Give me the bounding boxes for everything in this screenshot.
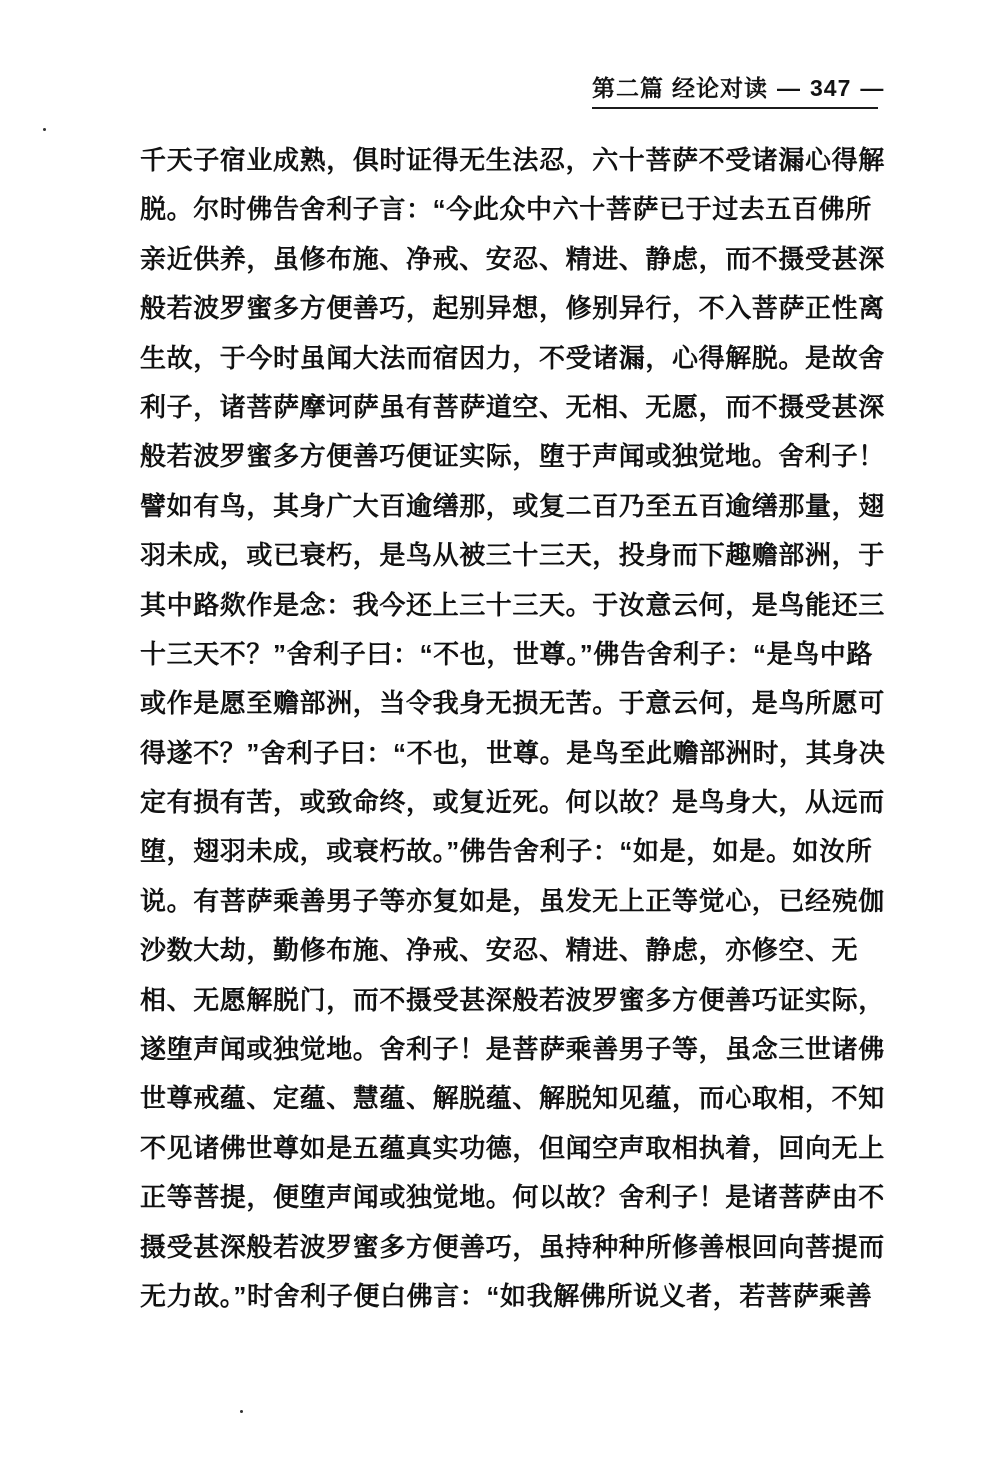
text-line: 其中路欻作是念：我今还上三十三天。于汝意云何，是鸟能还三: [140, 589, 885, 620]
header-chapter-title: 经论对读: [672, 75, 768, 101]
header-dash-left: —: [777, 75, 801, 101]
text-line: 相、无愿解脱门，而不摄受甚深般若波罗蜜多方便善巧证实际，: [140, 984, 885, 1015]
scan-speck: [240, 1410, 243, 1413]
text-line: 摄受甚深般若波罗蜜多方便善巧，虽持种种所修善根回向菩提而: [140, 1231, 885, 1262]
text-line: 利子，诸菩萨摩诃萨虽有菩萨道空、无相、无愿，而不摄受甚深: [140, 391, 885, 422]
scan-speck: [43, 128, 46, 131]
body-text-block: [140, 136, 888, 1321]
text-line: 世尊戒蕴、定蕴、慧蕴、解脱蕴、解脱知见蕴，而心取相，不知: [140, 1083, 885, 1114]
text-line: 堕，翅羽未成，或衰朽故。”佛告舍利子：“如是，如是。如汝所: [140, 836, 873, 867]
text-line: 遂堕声闻或独觉地。舍利子！是菩萨乘善男子等，虽念三世诸佛: [140, 1034, 885, 1065]
page-number: 347: [810, 75, 852, 101]
text-line: 生故，于今时虽闻大法而宿因力，不受诸漏，心得解脱。是故舍: [140, 342, 885, 373]
text-line: 说。有菩萨乘善男子等亦复如是，虽发无上正等觉心，已经殑伽: [140, 885, 885, 916]
text-line: 正等菩提，便堕声闻或独觉地。何以故？舍利子！是诸菩萨由不: [140, 1182, 885, 1213]
header-dash-right: —: [860, 75, 885, 101]
text-line: 般若波罗蜜多方便善巧，起别异想，修别异行，不入菩萨正性离: [140, 293, 885, 324]
text-line: 脱。尔时佛告舍利子言：“今此众中六十菩萨已于过去五百佛所: [140, 194, 872, 225]
text-line: 譬如有鸟，其身广大百逾缮那，或复二百乃至五百逾缮那量，翅: [140, 490, 885, 521]
header-section-label: 第二篇: [592, 75, 664, 101]
text-line: 千天子宿业成熟，俱时证得无生法忍，六十菩萨不受诸漏心得解: [140, 145, 885, 175]
running-header: [592, 74, 885, 109]
text-line: 不见诸佛世尊如是五蕴真实功德，但闻空声取相执着，回向无上: [140, 1132, 885, 1163]
text-line: 无力故。”时舍利子便白佛言：“如我解佛所说义者，若菩萨乘善: [140, 1280, 873, 1311]
text-line: 或作是愿至赡部洲，当令我身无损无苦。于意云何，是鸟所愿可: [140, 688, 885, 719]
text-line: 亲近供养，虽修布施、净戒、安忍、精进、静虑，而不摄受甚深: [140, 243, 885, 274]
text-line: 羽未成，或已衰朽，是鸟从被三十三天，投身而下趣赡部洲，于: [140, 540, 885, 571]
text-line: 般若波罗蜜多方便善巧便证实际，堕于声闻或独觉地。舍利子！: [140, 441, 885, 472]
text-line: 定有损有苦，或致命终，或复近死。何以故？是鸟身大，从远而: [140, 787, 885, 818]
text-line: 得遂不？”舍利子曰：“不也，世尊。是鸟至此赡部洲时，其身决: [140, 737, 886, 768]
text-line: 十三天不？”舍利子曰：“不也，世尊。”佛告舍利子：“是鸟中路: [140, 638, 874, 669]
text-line: 沙数大劫，勤修布施、净戒、安忍、精进、静虑，亦修空、无: [140, 935, 859, 966]
